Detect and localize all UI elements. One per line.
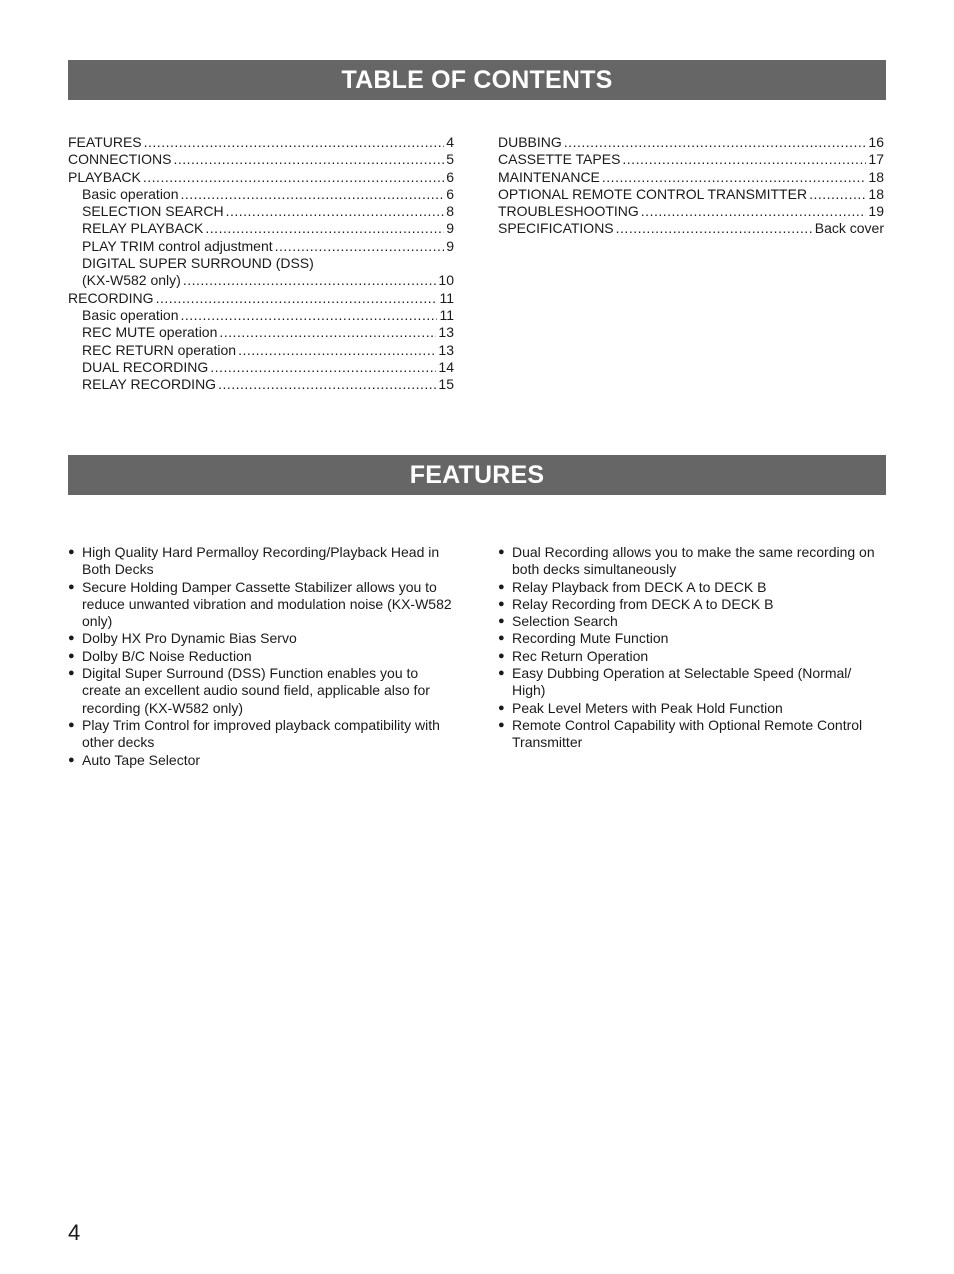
toc-leader-dots (622, 151, 866, 168)
feature-text: High Quality Hard Permalloy Recording/Playback Head in Both Decks (82, 544, 440, 578)
toc-entry-page: Back cover (814, 220, 884, 237)
toc-leader-dots (210, 359, 436, 376)
toc-entry (498, 220, 884, 237)
feature-item (498, 613, 888, 630)
toc-entry-page: 4 (446, 134, 454, 150)
toc-entry (68, 134, 454, 151)
feature-item (498, 717, 888, 752)
toc-entry-page: 11 (439, 289, 454, 306)
feature-item (498, 665, 888, 700)
toc-entry-title: MAINTENANCE (498, 168, 600, 185)
toc-entry-title: Basic operation (82, 185, 179, 202)
toc-entry (68, 203, 454, 220)
feature-text: Digital Super Surround (DSS) Function enables you to create an excellent audio sound field, applicable also for recording (KX-W582 only) (82, 665, 430, 716)
toc-entry (68, 220, 454, 237)
toc-heading (68, 60, 886, 100)
toc-entry-title: PLAY TRIM control adjustment (82, 237, 273, 254)
toc-entry (68, 324, 454, 341)
toc-leader-dots (205, 220, 444, 237)
toc-entry-page: 5 (446, 151, 454, 168)
toc-leader-dots (641, 203, 867, 220)
toc-entry-page: 15 (438, 376, 454, 393)
toc-entry (68, 342, 454, 359)
toc-leader-dots (809, 186, 866, 203)
bullet-icon: ● (498, 546, 505, 558)
toc-entry-page: 18 (868, 168, 884, 185)
toc-entry-title: REC RETURN operation (82, 341, 237, 358)
features-heading-text: FEATURES (409, 460, 545, 489)
toc-entry-page: 19 (868, 203, 884, 220)
feature-text: Rec Return Operation (512, 647, 649, 664)
toc-entry-page: 14 (438, 358, 454, 375)
toc-entry (498, 134, 884, 151)
toc-leader-dots (616, 220, 813, 237)
toc-entry-title: (KX-W582 only) (82, 272, 181, 289)
bullet-icon: ● (498, 580, 505, 593)
toc-entry (68, 376, 454, 393)
bullet-icon: ● (68, 667, 75, 680)
features-right-list (498, 544, 888, 752)
toc-entry (498, 203, 884, 220)
bullet-icon: ● (498, 649, 505, 662)
toc-entry-title: DUBBING (498, 134, 562, 150)
toc-leader-dots (226, 203, 445, 220)
feature-text: Relay Recording from DECK A to DECK B (512, 595, 774, 612)
toc-entry-title: RELAY RECORDING (82, 376, 217, 393)
toc-entry-title: FEATURES (68, 134, 142, 150)
toc-entry-page: 6 (446, 185, 454, 202)
toc-entry (498, 169, 884, 186)
toc-entry-page: 18 (868, 185, 884, 202)
toc-entry-title: RECORDING (68, 289, 154, 306)
toc-entry (68, 169, 454, 186)
feature-text: Easy Dubbing Operation at Selectable Speed (Normal/ High) (512, 665, 852, 699)
toc-entry-page: 9 (446, 237, 454, 254)
feature-item (68, 648, 456, 665)
feature-item (498, 630, 888, 647)
toc-entry-title: RELAY PLAYBACK (82, 220, 204, 237)
feature-item (68, 544, 456, 579)
toc-entry-title: PLAYBACK (68, 168, 141, 185)
toc-leader-dots (218, 376, 436, 393)
feature-text: Play Trim Control for improved playback compatibility with other decks (82, 716, 440, 751)
toc-leader-dots (183, 272, 437, 289)
toc-entry-page: 11 (439, 306, 454, 323)
toc-leader-dots (564, 134, 867, 151)
feature-item (498, 596, 888, 613)
toc-entry-page: 6 (446, 168, 454, 185)
feature-text: Recording Mute Function (512, 630, 669, 647)
bullet-icon: ● (498, 632, 505, 645)
page-number: 4 (68, 1220, 81, 1245)
bullet-icon: ● (498, 667, 505, 680)
toc-entry (498, 186, 884, 203)
toc-entry (68, 186, 454, 203)
bullet-icon: ● (498, 597, 505, 610)
features-left-list (68, 544, 456, 769)
bullet-icon: ● (68, 632, 75, 645)
bullet-icon: ● (68, 580, 75, 593)
feature-text: Secure Holding Damper Cassette Stabilizer allows you to reduce unwanted vibration and modulation noise (KX-W582 only) (82, 578, 452, 630)
bullet-icon: ● (68, 649, 75, 662)
feature-text: Selection Search (512, 613, 618, 630)
toc-entry (68, 359, 454, 376)
toc-entry (68, 290, 454, 307)
toc-leader-dots (181, 307, 438, 324)
toc-entry-page: 10 (438, 272, 454, 289)
feature-item (68, 752, 456, 769)
bullet-icon: ● (498, 615, 505, 628)
toc-leader-dots (143, 169, 444, 186)
bullet-icon: ● (68, 546, 75, 558)
feature-item (68, 665, 456, 717)
bullet-icon: ● (68, 753, 75, 766)
toc-leader-dots (156, 290, 438, 307)
toc-leader-dots (275, 238, 445, 255)
feature-item (68, 630, 456, 647)
toc-entry-title: REC MUTE operation (82, 324, 218, 341)
feature-text: Dolby HX Pro Dynamic Bias Servo (82, 630, 297, 647)
toc-left-column (68, 134, 454, 393)
toc-entry (68, 307, 454, 324)
toc-entry-title: Basic operation (82, 306, 179, 323)
toc-entry-title: TROUBLESHOOTING (498, 203, 639, 220)
toc-entry-title: DUAL RECORDING (82, 358, 209, 375)
bullet-icon: ● (68, 718, 75, 731)
feature-text: Dolby B/C Noise Reduction (82, 647, 252, 664)
toc-entry-title: SELECTION SEARCH (82, 203, 224, 220)
feature-text: Relay Playback from DECK A to DECK B (512, 578, 767, 595)
feature-item (498, 579, 888, 596)
feature-item (498, 700, 888, 717)
feature-item (68, 717, 456, 752)
toc-entry-title: OPTIONAL REMOTE CONTROL TRANSMITTER (498, 185, 808, 202)
bullet-icon: ● (498, 718, 505, 731)
toc-entry (68, 255, 454, 272)
toc-leader-dots (144, 134, 445, 151)
feature-text: Auto Tape Selector (82, 751, 201, 768)
toc-leader-dots (238, 342, 436, 359)
feature-text: Dual Recording allows you to make the same recording on both decks simultaneously (512, 544, 875, 578)
toc-entry-title: CASSETTE TAPES (498, 151, 621, 168)
feature-item (498, 648, 888, 665)
toc-entry-title: CONNECTIONS (68, 151, 172, 168)
feature-text: Peak Level Meters with Peak Hold Function (512, 699, 783, 716)
toc-leader-dots (173, 151, 444, 168)
toc-entry-page: 13 (438, 341, 454, 358)
toc-right-column (498, 134, 884, 238)
toc-leader-dots (602, 169, 867, 186)
toc-entry (498, 151, 884, 168)
features-heading (68, 455, 886, 495)
toc-entry-page: 13 (438, 324, 454, 341)
bullet-icon: ● (498, 701, 505, 714)
feature-item (498, 544, 888, 579)
toc-entry-page: 9 (446, 220, 454, 237)
feature-item (68, 579, 456, 631)
toc-entry (68, 151, 454, 168)
toc-entry-page: 17 (868, 151, 884, 168)
toc-entry-title: SPECIFICATIONS (498, 220, 614, 237)
toc-entry-page: 8 (446, 203, 454, 220)
toc-entry-title: DIGITAL SUPER SURROUND (DSS) (82, 255, 314, 272)
toc-entry (68, 238, 454, 255)
toc-heading-text: TABLE OF CONTENTS (341, 65, 613, 94)
feature-text: Remote Control Capability with Optional Remote Control Transmitter (512, 716, 863, 751)
toc-leader-dots (181, 186, 445, 203)
toc-leader-dots (219, 324, 436, 341)
toc-entry (68, 272, 454, 289)
toc-entry-page: 16 (868, 134, 884, 150)
